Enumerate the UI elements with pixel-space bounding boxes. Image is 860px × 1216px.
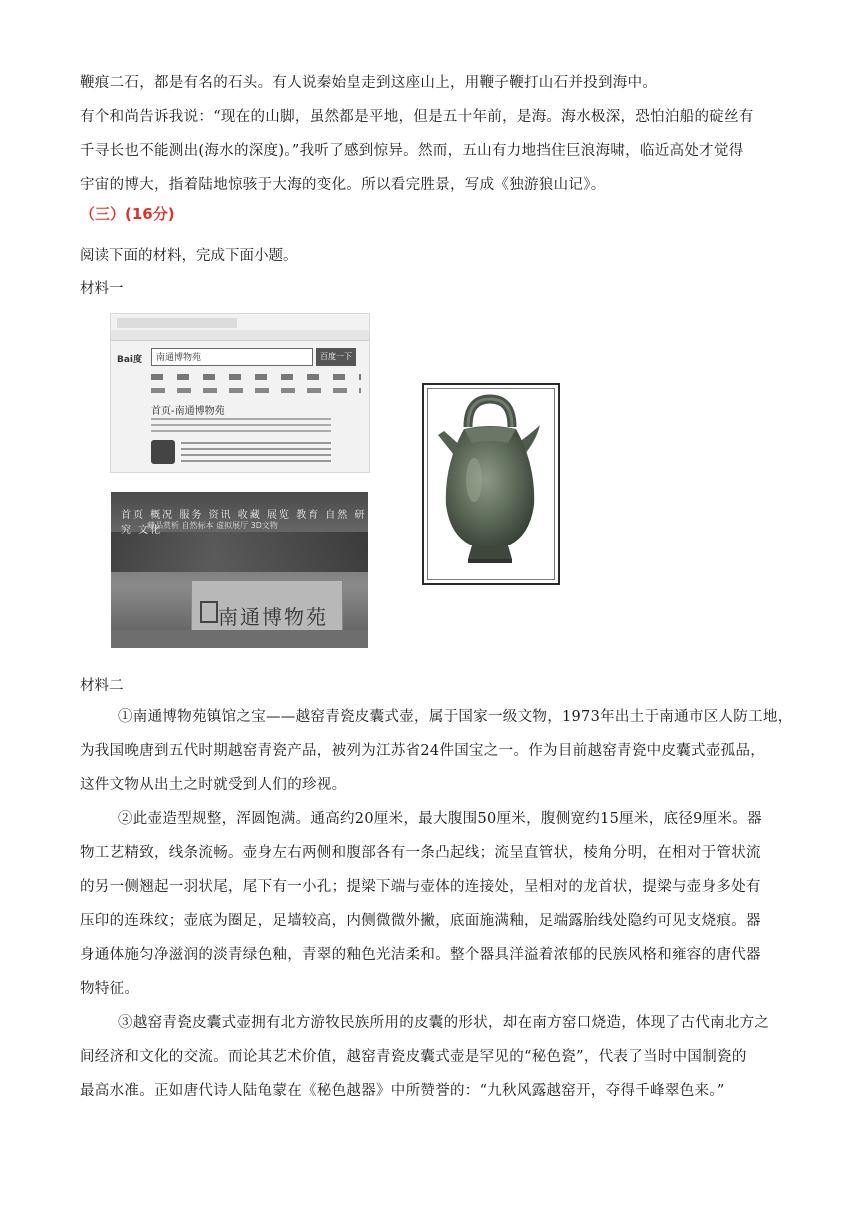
search-filter-row xyxy=(151,388,361,393)
section-title: （三）(16分) xyxy=(80,205,175,223)
material-two-line-6: 的另一侧翘起一羽状尾，尾下有一小孔；提梁下端与壶体的连接处，呈相对的龙首状，提梁与壶身多处有 xyxy=(80,879,761,895)
search-screenshot-image xyxy=(110,313,370,473)
browser-tab xyxy=(117,318,237,328)
photo-nav-overlay: 首页 概况 服务 资讯 收藏 展览 教育 自然 研究 文化 xyxy=(121,510,367,536)
material-two-line-10: ③越窑青瓷皮囊式壶拥有北方游牧民族所用的皮囊的形状，却在南方窑口烧造，体现了古代南北方之 xyxy=(118,1015,770,1031)
material-two-line-7: 压印的连珠纹；壶底为圈足，足墙较高，内侧微微外撇，底面施满釉，足端露胎线处隐约可见支烧痕。器 xyxy=(80,913,761,929)
search-engine-logo: Bai度 xyxy=(117,355,143,365)
material-two-line-12: 最高水准。正如唐代诗人陆龟蒙在《秘色越器》中所赞誉的：“九秋风露越窑开，夺得千峰翠色来。” xyxy=(80,1083,725,1099)
search-result-snippet-2 xyxy=(181,442,331,462)
intro-line-2: 有个和尚告诉我说：“现在的山脚，虽然都是平地，但是五十年前，是海。海水极深，恐怕泊船的碇丝有 xyxy=(80,109,754,125)
photo-ground xyxy=(111,630,368,648)
museum-gate-photo xyxy=(111,492,368,648)
material-two-line-1: ①南通博物苑镇馆之宝——越窑青瓷皮囊式壶，属于国家一级文物，1973年出土于南通市区人防工地， xyxy=(118,709,793,725)
material-one-label: 材料一 xyxy=(80,281,124,297)
material-two-line-2: 为我国晚唐到五代时期越窑青瓷产品，被列为江苏省24件国宝之一。作为目前越窑青瓷中皮囊式壶孤品， xyxy=(80,743,766,759)
material-two-line-4: ②此壶造型规整，浑圆饱满。通高约20厘米，最大腹围50厘米，腹侧宽约15厘米，底径9厘米。器 xyxy=(118,811,762,827)
search-result-thumbnail xyxy=(151,440,175,464)
material-two-line-3: 这件文物从出土之时就受到人们的珍视。 xyxy=(80,777,347,793)
material-two-line-11: 间经济和文化的交流。而论其艺术价值，越窑青瓷皮囊式壶是罕见的“秘色瓷”，代表了当时中国制瓷的 xyxy=(80,1049,747,1065)
material-two-line-9: 物特征。 xyxy=(80,981,140,997)
intro-line-4: 宇宙的博大，指着陆地惊骇于大海的变化。所以看完胜景，写成《独游狼山记》。 xyxy=(80,177,606,193)
material-two-label: 材料二 xyxy=(80,678,124,694)
intro-line-1: 鞭痕二石，都是有名的石头。有人说秦始皇走到这座山上，用鞭子鞭打山石并投到海中。 xyxy=(80,75,658,91)
photo-subnav-overlay: 藏品赏析 自然标本 虚拟展厅 3D文物 xyxy=(147,521,278,530)
search-result-snippet xyxy=(151,418,331,432)
search-result-title: 首页-南通博物苑 xyxy=(151,406,225,417)
celadon-teapot-image xyxy=(424,385,554,579)
teapot-photo-frame xyxy=(422,383,560,585)
material-two-line-8: 身通体施匀净滋润的淡青绿色釉，青翠的釉色光洁柔和。整个器具洋溢着浓郁的民族风格和雍容的唐代器 xyxy=(80,947,761,963)
search-box-text: 南通博物苑 xyxy=(156,353,202,363)
museum-sign-text: 南通博物苑 xyxy=(218,605,328,629)
material-two-line-5: 物工艺精致，线条流畅。壶身左右两侧和腹部各有一条凸起线；流呈直管状，棱角分明，在相对于管状流 xyxy=(80,845,761,861)
browser-address-bar xyxy=(111,330,369,341)
photo-trees xyxy=(111,532,368,572)
intro-line-3: 千寻长也不能测出(海水的深度)。”我听了感到惊异。然而，五山有力地挡住巨浪海啸，临近高处才觉得 xyxy=(80,143,744,159)
reading-instruction: 阅读下面的材料，完成下面小题。 xyxy=(80,248,298,264)
search-button: 百度一下 xyxy=(316,348,356,366)
search-box xyxy=(151,348,313,366)
search-nav-tabs xyxy=(151,374,361,380)
museum-logo-icon xyxy=(200,601,218,623)
